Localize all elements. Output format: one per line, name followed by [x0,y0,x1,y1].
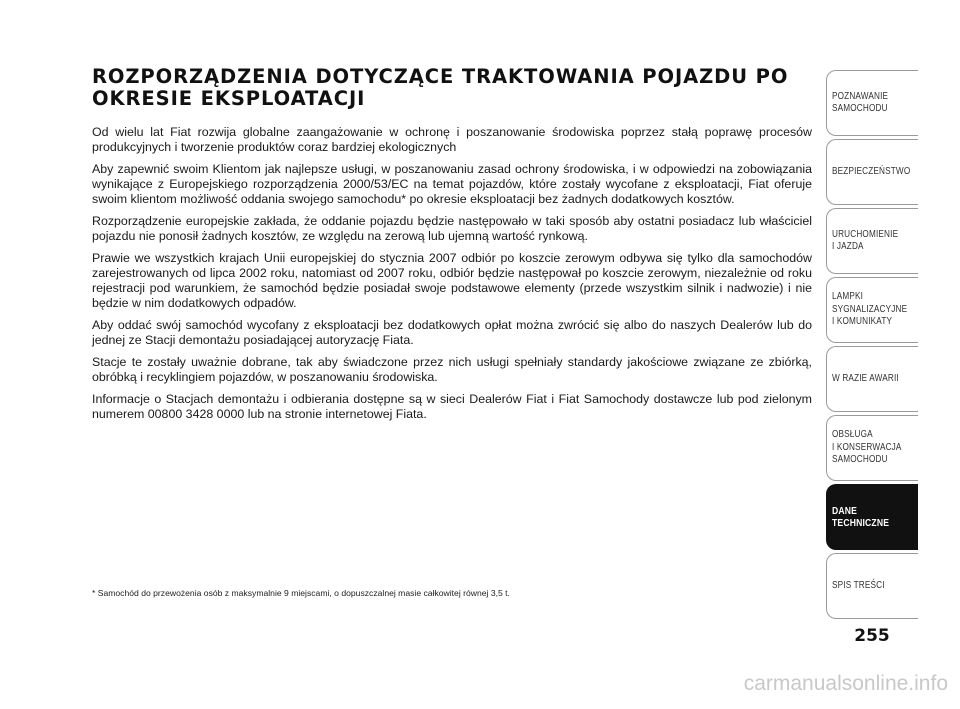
tab-lampki-sygnalizacyjne[interactable] [826,277,918,343]
tab-uruchomienie-i-jazda[interactable] [826,208,918,274]
tab-obsluga-i-konserwacja[interactable] [826,415,918,481]
tab-label: DANE TECHNICZNE [832,504,890,529]
tab-label: SPIS TREŚCI [832,579,885,591]
paragraph: Rozporządzenie europejskie zakłada, że oddanie pojazdu będzie następowało w taki sposób aby ostatni posiadacz lub właściciel pojazdu nie ponosił żadnych kosztów, ze względu na zerową lub ujemną wartość rynkową. [92,214,812,243]
tab-w-razie-awarii[interactable] [826,346,918,412]
tab-label: LAMPKI SYGNALIZACYJNE I KOMUNIKATY [832,291,908,328]
tab-poznawanie-samochodu[interactable] [826,70,918,136]
tab-label: URUCHOMIENIE I JAZDA [832,228,899,252]
tab-bezpieczenstwo[interactable] [826,139,918,205]
watermark: carmanualsonline.info [743,672,948,695]
paragraph: Aby zapewnić swoim Klientom jak najlepsze usługi, w poszanowaniu zasad ochrony środowiska, i w odpowiedzi na zobowiązania wynikające z Europejskiego rozporządzenia 2000/53/EC na temat pojazdów, które zostały wycofane z eksploatacji, Fiat oferuje swoim klientom możliwość oddania swojego samochodu* po okresie eksploatacji bez żadnych dodatkowych kosztów. [92,162,812,206]
paragraph: Stacje te zostały uważnie dobrane, tak aby świadczone przez nich usługi spełniały standardy jakościowe związane ze zbiórką, obróbką i recyklingiem pojazdów, w poszanowaniu środowiska. [92,355,812,384]
tab-dane-techniczne[interactable] [826,484,918,550]
section-tabs [826,70,918,622]
paragraph: Informacje o Stacjach demontażu i odbierania dostępne są w sieci Dealerów Fiat i Fiat Samochody dostawcze lub pod zielonym numerem 00800 3428 0000 lub na stronie internetowej Fiata. [92,392,812,421]
tab-label: W RAZIE AWARII [832,372,899,384]
tab-label: BEZPIECZEŃSTWO [832,165,911,177]
paragraph: Aby oddać swój samochód wycofany z eksploatacji bez dodatkowych opłat można zwrócić się albo do naszych Dealerów lub do jednej ze Stacji demontażu posiadającej autoryzację Fiata. [92,318,812,347]
document-body [92,125,812,429]
page-title: ROZPORZĄDZENIA DOTYCZĄCE TRAKTOWANIA POJAZDU PO OKRESIE EKSPLOATACJI [92,65,789,110]
paragraph: Prawie we wszystkich krajach Unii europejskiej do stycznia 2007 odbiór po koszcie zerowym odbywa się tylko dla samochodów zarejestrowanych od lipca 2002 roku, natomiast od 2007 roku, odbiór będzie następował po koszcie zerowym, niezależnie od roku rejestracji pod warunkiem, że samochód będzie posiadał swoje podstawowe elementy (przede wszystkim silnik i nadwozie) i nie będzie w nim dodatkowych odpadów. [92,251,812,310]
tab-label: OBSŁUGA I KONSERWACJA SAMOCHODU [832,429,902,466]
footnote: * Samochód do przewożenia osób z maksymalnie 9 miejscami, o dopuszczalnej masie całkowitej równej 3,5 t. [92,588,510,598]
tab-spis-tresci[interactable] [826,553,918,619]
paragraph: Od wielu lat Fiat rozwija globalne zaangażowanie w ochronę i poszanowanie środowiska poprzez stałą poprawę procesów produkcyjnych i tworzenie produktów coraz bardziej ekologicznych [92,125,812,154]
page-number: 255 [854,626,890,646]
tab-label: POZNAWANIE SAMOCHODU [832,90,889,114]
